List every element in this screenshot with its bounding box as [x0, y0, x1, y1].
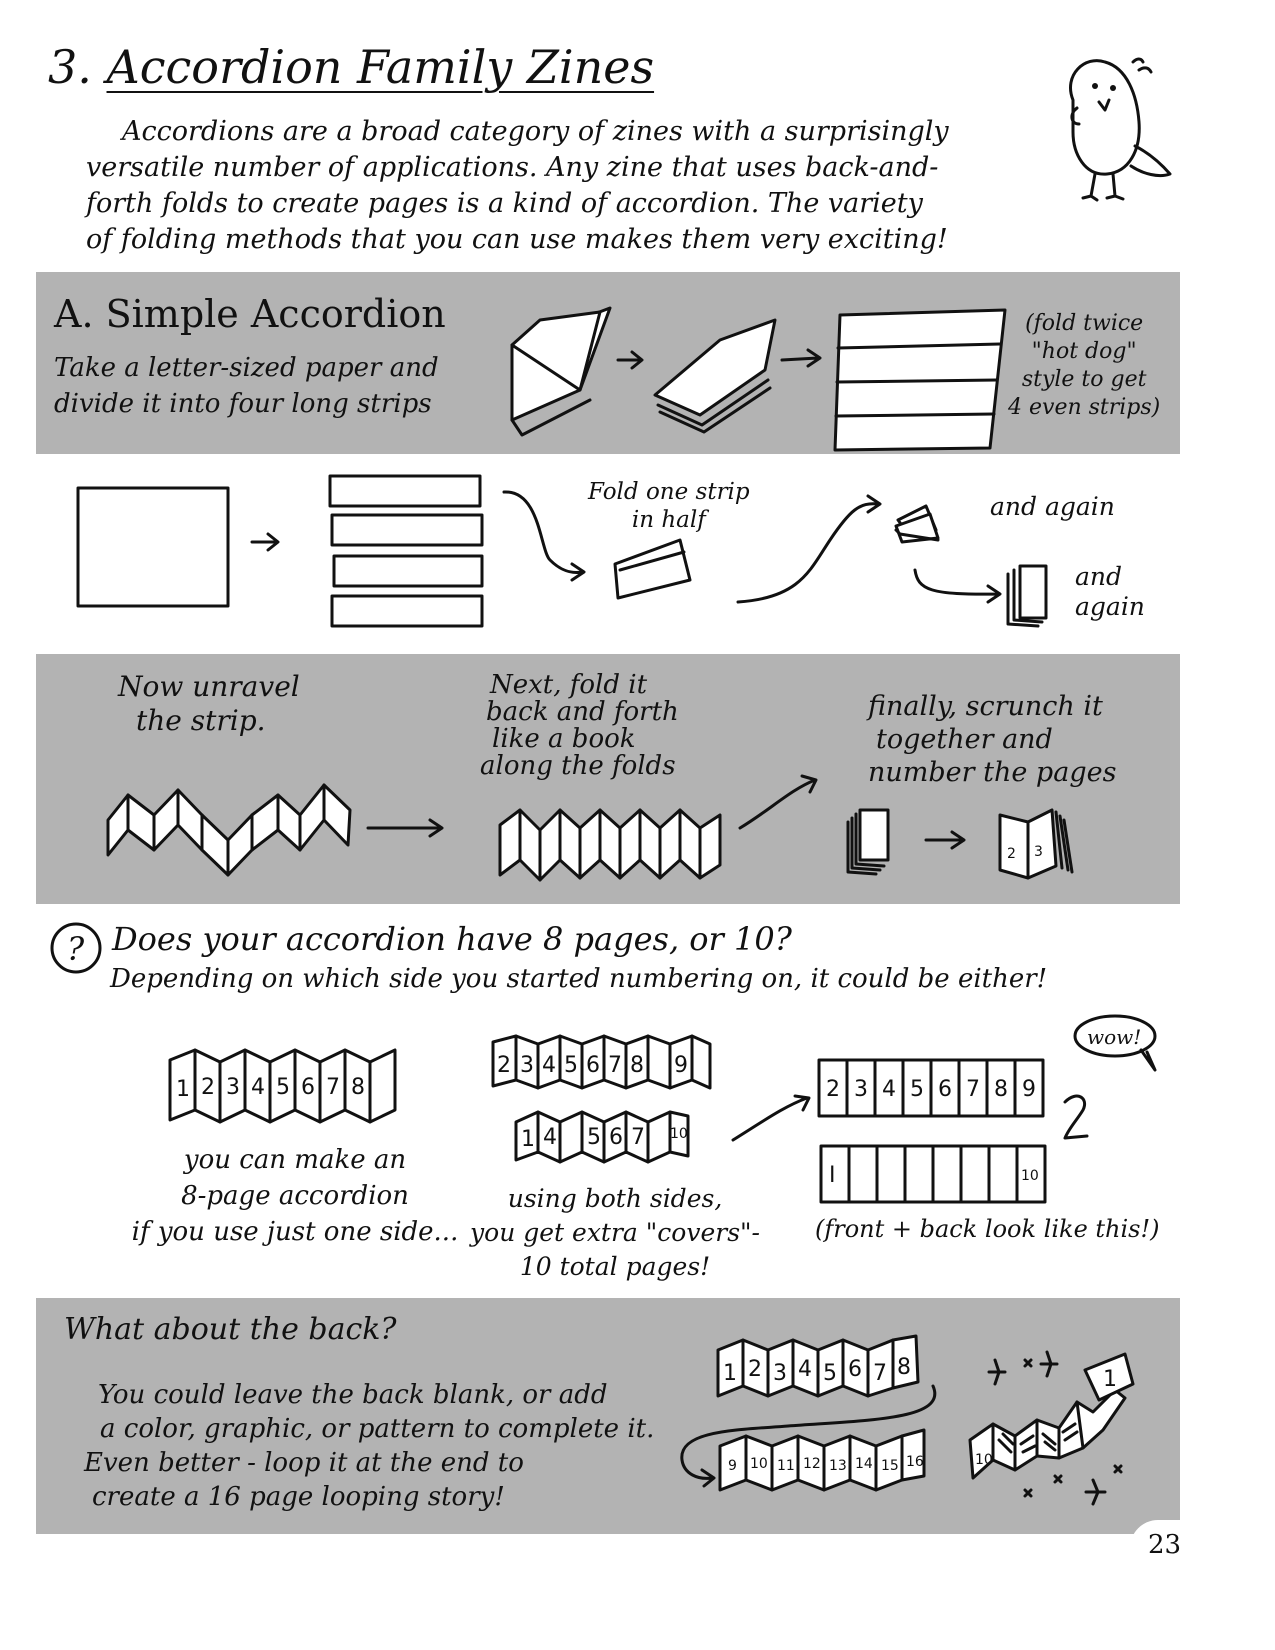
- page-number: 3: [226, 1075, 240, 1100]
- note-line: (fold twice: [1025, 311, 1144, 336]
- title-number: 3.: [48, 40, 92, 94]
- text-line: Even better - loop it at the end to: [84, 1448, 524, 1478]
- caption-line: you get extra "covers"-: [470, 1218, 760, 1247]
- page-number: 4: [251, 1075, 265, 1100]
- page-number: 8: [351, 1075, 365, 1100]
- label-line: along the folds: [480, 751, 676, 781]
- page-number: 16: [906, 1454, 924, 1470]
- label-line: back and forth: [486, 697, 679, 727]
- label-line: number the pages: [868, 757, 1117, 788]
- caption-line: 8-page accordion: [181, 1181, 409, 1211]
- page-number: 7: [608, 1053, 622, 1078]
- page-number: 6: [848, 1357, 862, 1382]
- description-line: divide it into four long strips: [54, 389, 432, 419]
- and-again-label: and again: [990, 492, 1115, 521]
- question-circle-icon: [48, 920, 104, 976]
- label-line: Next, fold it: [490, 670, 648, 700]
- description-line: Take a letter-sized paper and: [54, 353, 439, 383]
- page-number: 5: [276, 1075, 290, 1100]
- page-number-tab: [1130, 1520, 1200, 1570]
- page-number: 2: [497, 1053, 511, 1078]
- page-number: 10: [670, 1126, 688, 1142]
- eight-page-accordion: [165, 1040, 405, 1130]
- fold-forth-label: [480, 672, 679, 780]
- page-number: 11: [777, 1458, 795, 1474]
- page-number: 2: [748, 1357, 762, 1382]
- page-number: 6: [586, 1053, 600, 1078]
- page-number: 7: [326, 1075, 340, 1100]
- page-number: 5: [587, 1125, 601, 1150]
- wow-bubble-text: wow!: [1087, 1025, 1142, 1049]
- intro-paragraph: [86, 114, 949, 258]
- fold-note: [1008, 310, 1160, 422]
- label-line: Fold one strip: [588, 479, 750, 505]
- intro-line: of folding methods that you can use makes them very exciting!: [86, 224, 948, 255]
- bird-doodle: [1055, 50, 1185, 205]
- note-line: style to get: [1021, 367, 1147, 392]
- text-line: a color, graphic, or pattern to complete it.: [100, 1414, 655, 1444]
- scrunched-loop-illustration: [965, 1340, 1135, 1510]
- page-number: 1: [176, 1077, 190, 1102]
- page-number: 15: [881, 1458, 899, 1474]
- question-text: Depending on which side you started numbering on, it could be either!: [110, 964, 1048, 994]
- zigzag-diagram: [100, 770, 1100, 895]
- page-number: 6: [609, 1125, 623, 1150]
- page-number: 7: [873, 1361, 887, 1386]
- caption-line: 10 total pages!: [519, 1252, 711, 1281]
- label-line: the strip.: [136, 704, 266, 737]
- page-number: 13: [829, 1458, 847, 1474]
- label-line: again: [1075, 592, 1145, 621]
- intro-line: forth folds to create pages is a kind of accordion. The variety: [86, 188, 923, 219]
- page-number: 7: [631, 1125, 645, 1150]
- page-number: 8: [897, 1355, 911, 1380]
- page-number: 4: [543, 1125, 557, 1150]
- text-line: You could leave the back blank, or add: [98, 1380, 608, 1410]
- page-number: 8: [630, 1053, 644, 1078]
- page-number: 10: [750, 1456, 768, 1472]
- page-number: 8: [994, 1077, 1008, 1102]
- note-line: 4 even strips): [1008, 395, 1161, 420]
- intro-line: Accordions are a broad category of zines with a surprisingly: [122, 116, 949, 147]
- page-number: 4: [798, 1357, 812, 1382]
- simple-description: [54, 350, 439, 422]
- eight-page-caption: [130, 1142, 460, 1250]
- looping-accordion-diagram: [668, 1330, 948, 1500]
- page-number: 9: [1022, 1077, 1036, 1102]
- note-line: "hot dog": [1031, 339, 1137, 364]
- cover-first: I: [829, 1163, 836, 1188]
- strip-fold-diagram: [70, 470, 1050, 640]
- label-line: and: [1075, 562, 1123, 591]
- caption-line: using both sides,: [507, 1184, 723, 1213]
- page-number: 23: [1148, 1530, 1182, 1560]
- section-heading: A. Simple Accordion: [54, 292, 446, 336]
- text-line: create a 16 page looping story!: [92, 1482, 505, 1512]
- question-heading: Does your accordion have 8 pages, or 10?: [112, 920, 792, 958]
- page-number: 1: [521, 1127, 535, 1152]
- question-mark: ?: [67, 930, 85, 968]
- label-line: Now unravel: [118, 670, 300, 703]
- page-number: 5: [564, 1053, 578, 1078]
- ten-page-accordion: [488, 1030, 728, 1170]
- back-heading: What about the back?: [64, 1312, 397, 1347]
- front-back-caption: (front + back look like this!): [815, 1215, 1160, 1243]
- front-back-diagram: [725, 1010, 1165, 1210]
- title-text: Accordion Family Zines: [106, 40, 655, 94]
- and-again-label-2: [1075, 562, 1145, 622]
- fold-half-label: [588, 478, 750, 534]
- unravel-label: [118, 670, 300, 738]
- caption-line: you can make an: [183, 1145, 407, 1175]
- page-title: [48, 40, 654, 94]
- page-number: 3: [773, 1361, 787, 1386]
- page-number: 3: [854, 1077, 868, 1102]
- page-number: 7: [966, 1077, 980, 1102]
- label-line: finally, scrunch it: [868, 691, 1103, 722]
- page-number: 3: [520, 1053, 534, 1078]
- page-number: 6: [301, 1075, 315, 1100]
- label-line: in half: [631, 507, 706, 533]
- page-number: 4: [542, 1053, 556, 1078]
- book-page-number: 2: [1007, 846, 1016, 862]
- page-number: 9: [728, 1458, 737, 1474]
- page-number: 14: [855, 1456, 873, 1472]
- page-number: 12: [803, 1456, 821, 1472]
- scrunch-page-number: 1: [1103, 1367, 1117, 1392]
- page-number: 4: [882, 1077, 896, 1102]
- page-number: 6: [938, 1077, 952, 1102]
- ten-page-caption: [470, 1182, 760, 1284]
- label-line: together and: [876, 724, 1053, 755]
- intro-line: versatile number of applications. Any zine that uses back-and-: [86, 152, 939, 183]
- paper-fold-diagram: [500, 300, 1020, 450]
- page-number: 5: [823, 1361, 837, 1386]
- book-page-number: 3: [1034, 844, 1043, 860]
- page-number: 2: [201, 1075, 215, 1100]
- page-number: 5: [910, 1077, 924, 1102]
- page-number: 9: [674, 1053, 688, 1078]
- label-line: like a book: [492, 724, 636, 754]
- back-text: [84, 1378, 654, 1514]
- page-number: 2: [826, 1077, 840, 1102]
- caption-line: if you use just one side...: [131, 1217, 459, 1247]
- scrunch-page-number: 10: [975, 1452, 993, 1468]
- cover-last: 10: [1021, 1168, 1039, 1184]
- page-number: 1: [723, 1361, 737, 1386]
